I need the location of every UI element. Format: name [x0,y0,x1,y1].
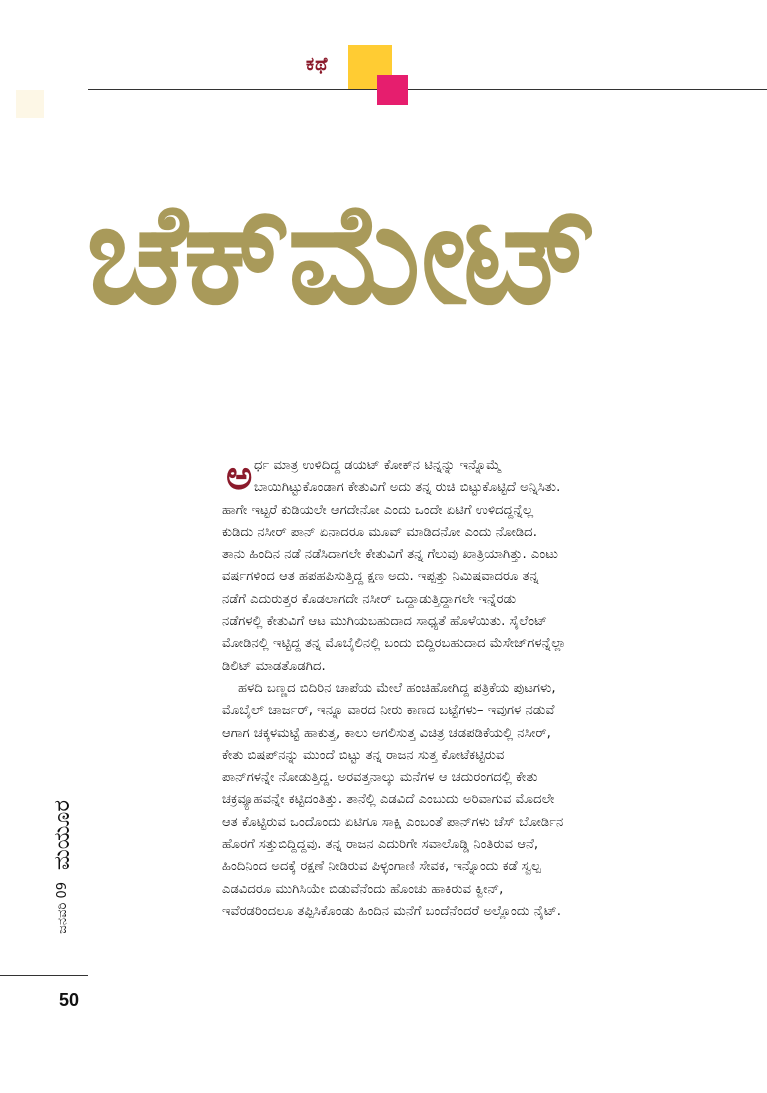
decorative-square-faint [16,90,44,118]
article-line: ಇವೆರಡರಿಂದಲೂ ತಪ್ಪಿಸಿಕೊಂಡು ಹಿಂದಿನ ಮನೆಗೆ ಬಂದೆನೆಂದರೆ ಅಲ್ಲೊಂದು ನೈಟ್. [222,903,561,919]
article-line: ಚಕ್ರವ್ಯೂಹವನ್ನೇ ಕಟ್ಟಿದಂತಿತ್ತು. ತಾನೆಲ್ಲಿ ಎಡವಿದೆ ಎಂಬುದು ಅರಿವಾಗುವ ಮೊದಲೇ [222,792,555,808]
story-title: ಚೆಕ್‌ಮೇಟ್ [86,173,596,336]
article-line: ಹೊರಗೆ ಸತ್ತುಬಿದ್ದಿದ್ದವು. ತನ್ನ ರಾಜನ ಎದುರಿಗೇ ಸವಾಲೊಡ್ಡಿ ನಿಂತಿರುವ ಆನೆ, [222,837,539,853]
article-line: ಕೇತು ಬಿಷಪ್‌ನನ್ನು ಮುಂದೆ ಬಿಟ್ಟು ತನ್ನ ರಾಜನ ಸುತ್ತ ಕೋಟೆಕಟ್ಟಿರುವ [222,747,505,763]
drop-cap: ಅ [226,453,253,499]
magazine-name: ಮಯೂರ [49,800,75,871]
article-line: ಆತ ಕೊಟ್ಟಿರುವ ಒಂದೊಂದು ಏಟಿಗೂ ಸಾಕ್ಷಿ ಎಂಬಂತೆ ಪಾನ್‌ಗಳು ಚೆಸ್ ಬೋರ್ಡಿನ [222,814,564,830]
section-label: ಕಥೆ [306,54,329,75]
article-line: ತಾನು ಹಿಂದಿನ ನಡೆ ನಡೆಸಿದಾಗಲೇ ಕೇತುವಿಗೆ ತನ್ನ ಗೆಲುವು ಖಾತ್ರಿಯಾಗಿತ್ತು. ಎಂಟು [222,547,558,563]
article-line: ಪಾನ್‌ಗಳನ್ನೇ ನೋಡುತ್ತಿದ್ದ. ಅರವತ್ತನಾಲ್ಕು ಮನೆಗಳ ಆ ಚದುರಂಗದಲ್ಲಿ ಕೇತು [222,770,538,786]
article-line: ಹಿಂದಿನಿಂದ ಅದಕ್ಕೆ ರಕ್ಷಣೆ ನೀಡಿರುವ ಪಿಳ್ಳಂಗಾಣಿ ಸೇವಕ, ಇನ್ನೊಂದು ಕಡೆ ಸ್ವಲ್ಪ [222,859,541,875]
article-line: ಕುಡಿದು ನಸೀರ್ ಪಾನ್ ಏನಾದರೂ ಮೂವ್ ಮಾಡಿದನೋ ಎಂದು ನೋಡಿದ. [222,524,537,540]
decorative-square-pink [377,75,408,105]
article-body [222,455,696,923]
issue-date: ಜನವರಿ 09 [54,882,70,935]
header-rule [88,89,767,90]
article-line: ಡಿಲಿಟ್ ಮಾಡತೊಡಗಿದ. [222,658,326,674]
article-line: ಎಡವಿದರೂ ಮುಗಿಸಿಯೇ ಬಿಡುವೆನೆಂದು ಹೊಂಚು ಹಾಕಿರುವ ಕ್ವೀನ್, [222,881,504,897]
article-line: ಬಾಯಿಗಿಟ್ಟುಕೊಂಡಾಗ ಕೇತುವಿಗೆ ಅದು ತನ್ನ ರುಚಿ ಬಿಟ್ಟುಕೊಟ್ಟಿದೆ ಅನ್ನಿಸಿತು. [254,480,561,496]
page-number: 50 [59,990,80,1010]
article-line: ನಡೆಗೆ ಎದುರುತ್ತರ ಕೊಡಲಾಗದೇ ನಸೀರ್ ಒದ್ದಾಡುತ್ತಿದ್ದಾಗಲೇ ಇನ್ನೆರಡು [222,591,517,607]
magazine-sidebar [40,800,84,960]
article-line: ರ್ಧ ಮಾತ್ರ ಉಳಿದಿದ್ದ ಡಯಟ್ ಕೋಕ್‌ನ ಟಿನ್ನನ್ನು ಇನ್ನೊಮ್ಮೆ [254,458,502,473]
article-line: ಹಳದಿ ಬಣ್ಣದ ಬಿದಿರಿನ ಚಾಪೆಯ ಮೇಲೆ ಹಂಚಿಹೋಗಿದ್ದ ಪತ್ರಿಕೆಯ ಪುಟಗಳು, [238,680,556,696]
article-line: ಆಗಾಗ ಚಕ್ಕಳಮಟ್ಟೆ ಹಾಕುತ್ತ, ಕಾಲು ಅಗಲಿಸುತ್ತ ವಿಚಿತ್ರ ಚಡಪಡಿಕೆಯಲ್ಲಿ ನಸೀರ್, [222,725,551,741]
article-line: ವರ್ಷಗಳಿಂದ ಆತ ಹಪಹಪಿಸುತ್ತಿದ್ದ ಕ್ಷಣ ಅದು. ಇಪ್ಪತ್ತು ನಿಮಿಷವಾದರೂ ತನ್ನ [222,569,539,585]
article-line: ಮೋಡಿನಲ್ಲಿ ಇಟ್ಟಿದ್ದ ತನ್ನ ಮೊಬೈಲಿನಲ್ಲಿ ಬಂದು ಬಿದ್ದಿರಬಹುದಾದ ಮೆಸೇಜ್‌ಗಳನ್ನೆಲ್ಲಾ [222,636,567,652]
article-line: ಹಾಗೇ ಇಟ್ಟರೆ ಕುಡಿಯಲೇ ಆಗದೇನೋ ಎಂದು ಒಂದೇ ಏಟಿಗೆ ಉಳಿದದ್ದನ್ನೆಲ್ಲ [222,502,534,518]
footer-rule [0,975,88,976]
article-line: ನಡೆಗಳಲ್ಲಿ ಕೇತುವಿಗೆ ಆಟ ಮುಗಿಯಬಹುದಾದ ಸಾಧ್ಯತೆ ಹೊಳೆಯಿತು. ಸೈಲೆಂಟ್ [222,614,548,630]
article-line: ಮೊಬೈಲ್ ಚಾರ್ಜರ್, ಇನ್ನೂ ವಾರದ ನೀರು ಕಾಣದ ಬಟ್ಟೆಗಳು– ಇವುಗಳ ನಡುವೆ [222,703,555,719]
